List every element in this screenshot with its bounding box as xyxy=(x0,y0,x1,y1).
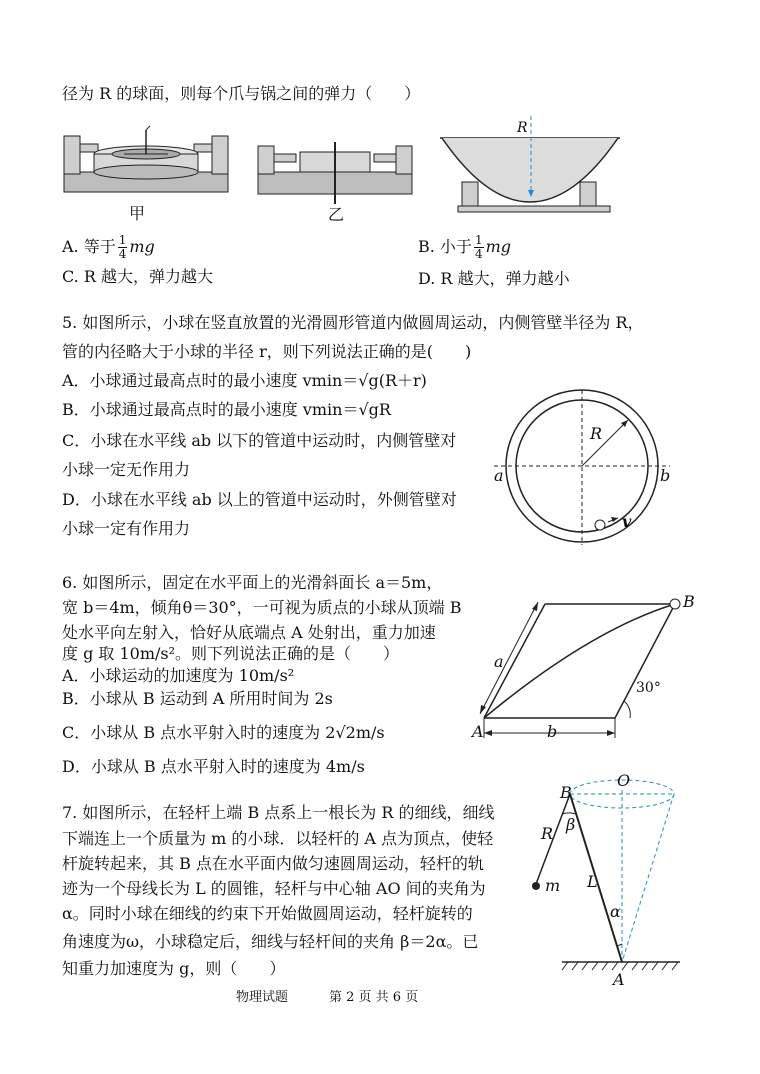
plane-label-a-length: a xyxy=(494,652,504,671)
plane-label-a-point: A xyxy=(472,722,484,741)
q5-stem-line2: 管的内径略大于小球的半径 r，则下列说法正确的是( ) xyxy=(62,342,472,361)
q5-option-b[interactable]: B．小球通过最高点时的最小速度 vmin＝√gR xyxy=(62,400,391,419)
figure-stove-yi xyxy=(256,140,416,206)
q5-option-a[interactable]: A．小球通过最高点时的最小速度 vmin＝√g(R＋r) xyxy=(62,371,427,390)
footer-subject: 物理试题 xyxy=(236,990,289,1005)
rod-label-beta: β xyxy=(566,815,576,834)
q4-option-d[interactable]: D. R 越大，弹力越小 xyxy=(418,269,570,288)
q4-option-c[interactable]: C. R 越大，弹力越大 xyxy=(62,267,213,286)
rod-label-a: A xyxy=(613,970,625,989)
tube-label-v: v xyxy=(622,512,632,531)
q6-option-a[interactable]: A．小球运动的加速度为 10m/s² xyxy=(62,666,295,685)
q4-option-a[interactable]: A. 等于 $\frac{1}{4}$ mg xyxy=(62,233,155,261)
q6-option-c[interactable]: C．小球从 B 点水平射入时的速度为 2√2m/s xyxy=(62,723,385,742)
rod-label-alpha: α xyxy=(610,902,621,921)
figure-stove-jia xyxy=(62,124,232,224)
wok-radius-label: R xyxy=(517,120,528,136)
plane-label-angle: 30° xyxy=(636,680,661,696)
footer-page-number: 第 2 页 共 6 页 xyxy=(329,990,419,1005)
q7-stem-line5: α。同时小球在细线的约束下开始做圆周运动，轻杆旋转的 xyxy=(62,904,473,923)
q5-stem-line1: 5. 如图所示，小球在竖直放置的光滑圆形管道内做圆周运动，内侧管壁半径为 R， xyxy=(62,313,644,332)
q7-stem-line7: 知重力加速度为 g，则（ ） xyxy=(62,959,286,978)
figure-circular-tube xyxy=(490,390,680,550)
q5-option-c-line2[interactable]: 小球一定无作用力 xyxy=(62,460,191,479)
q6-option-b[interactable]: B．小球从 B 运动到 A 所用时间为 2s xyxy=(62,689,333,708)
q6-stem-line3: 处水平向左射入，恰好从底端点 A 处射出，重力加速 xyxy=(62,623,436,642)
tube-label-b: b xyxy=(660,466,671,485)
q4-option-b[interactable]: B. 小于 $\frac{1}{4}$ mg xyxy=(418,233,511,261)
q7-stem-line6: 角速度为ω，小球稳定后，细线与轻杆间的夹角 β＝2α。已 xyxy=(62,932,479,951)
q7-stem-line3: 杆旋转起来，其 B 点在水平面内做匀速圆周运动，轻杆的轨 xyxy=(62,854,484,873)
rod-label-r: R xyxy=(541,824,554,843)
q7-stem-line2: 下端连上一个质量为 m 的小球．以轻杆的 A 点为顶点，使轻 xyxy=(62,829,494,848)
figure-label-yi: 乙 xyxy=(328,205,345,224)
figure-label-jia: 甲 xyxy=(129,204,146,223)
q5-option-d-line2[interactable]: 小球一定有作用力 xyxy=(62,519,191,538)
q7-stem-line4: 迹为一个母线长为 L 的圆锥，轻杆与中心轴 AO 间的夹角为 xyxy=(62,879,486,898)
q6-stem-line4: 度 g 取 10m/s²。则下列说法正确的是（ ） xyxy=(62,644,400,663)
rod-label-m: m xyxy=(545,876,561,895)
plane-label-b-width: b xyxy=(547,722,558,741)
q6-stem-line2: 宽 b＝4m，倾角θ＝30°，一可视为质点的小球从顶端 B xyxy=(62,598,462,617)
tube-label-r: R xyxy=(590,424,603,443)
q6-option-d[interactable]: D．小球从 B 点水平射入时的速度为 4m/s xyxy=(62,757,365,776)
figure-wok xyxy=(440,116,620,216)
rod-label-l: L xyxy=(587,872,598,891)
q5-option-d-line1[interactable]: D．小球在水平线 ab 以上的管道中运动时，外侧管壁对 xyxy=(62,490,457,509)
plane-label-b-point: B xyxy=(683,592,695,611)
q7-stem-line1: 7. 如图所示，在轻杆上端 B 点系上一根长为 R 的细线，细线 xyxy=(62,803,495,822)
rod-label-o: O xyxy=(617,771,631,790)
rod-label-b: B xyxy=(560,783,572,802)
q5-option-c-line1[interactable]: C．小球在水平线 ab 以下的管道中运动时，内侧管壁对 xyxy=(62,431,457,450)
tube-label-a: a xyxy=(494,466,504,485)
q6-stem-line1: 6. 如图所示，固定在水平面上的光滑斜面长 a＝5m， xyxy=(62,573,443,592)
q4-stem-tail: 径为 R 的球面，则每个爪与锅之间的弹力（ ） xyxy=(62,84,421,103)
